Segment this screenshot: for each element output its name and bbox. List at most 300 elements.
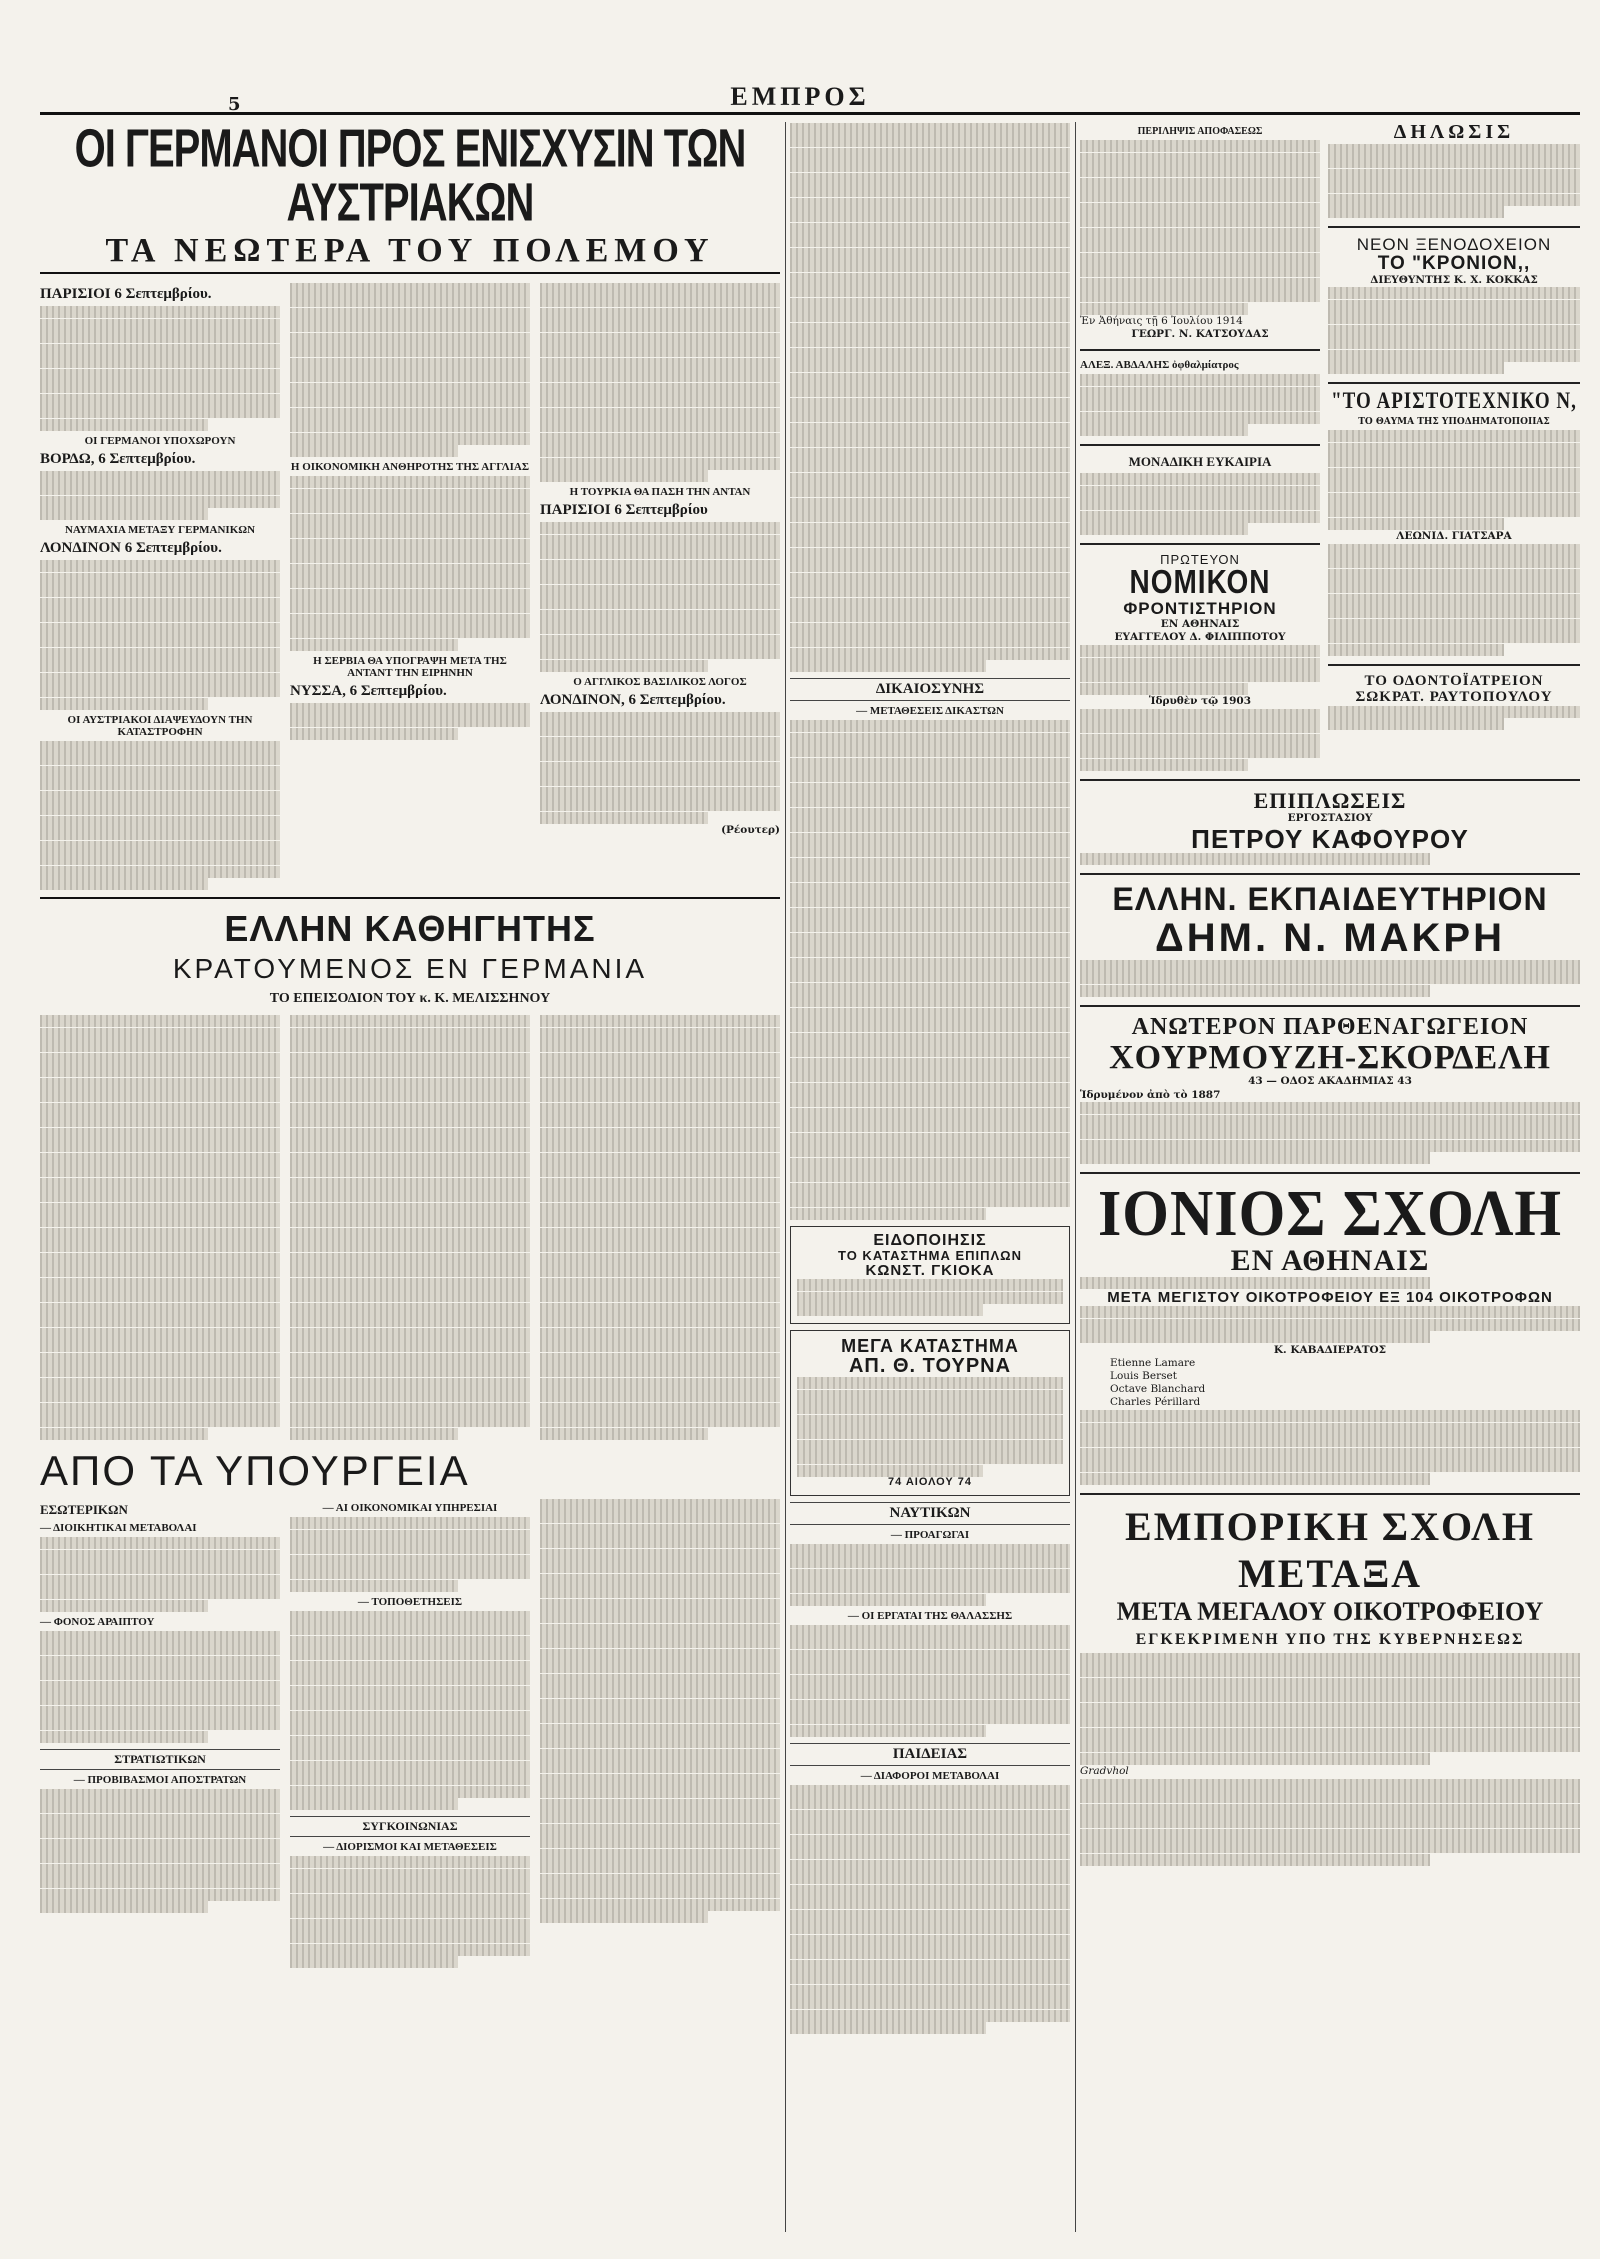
text-line <box>790 1195 1070 1207</box>
text-line <box>790 1947 1070 1959</box>
text-line <box>290 370 530 382</box>
ad-notice-label: ΕΙΔΟΠΟΙΗΣΙΣ <box>873 1231 987 1249</box>
text-line <box>40 1290 280 1302</box>
text-line <box>40 419 208 431</box>
text-line <box>1080 1460 1580 1472</box>
war-news-columns <box>40 282 780 891</box>
text-line <box>540 308 780 320</box>
text-line <box>40 508 208 520</box>
text-line <box>1080 498 1320 510</box>
headline-detained: ΚΡΑΤΟΥΜΕΝΟΣ ΕΝ ΓΕΡΜΑΝΙΑ <box>172 952 648 984</box>
text-line <box>290 1340 530 1352</box>
text-line <box>290 1623 530 1635</box>
text-line <box>540 1190 780 1202</box>
article-body <box>40 1789 280 1914</box>
dispatch-paris-2: ΠΑΡΙΣΙΟΙ 6 Σεπτεμβρίου <box>540 502 708 518</box>
text-line <box>1080 228 1320 240</box>
text-line <box>790 1058 1070 1070</box>
text-line <box>540 295 780 307</box>
article-body <box>790 1785 1070 2035</box>
text-line <box>40 1403 280 1415</box>
ad-store-title: ΤΟ ΚΑΤΑΣΤΗΜΑ ΕΠΙΠΛΩΝ <box>838 1248 1022 1264</box>
text-line <box>1328 468 1580 480</box>
text-line <box>790 1170 1070 1182</box>
text-line <box>40 1789 280 1801</box>
text-line <box>40 1265 280 1277</box>
text-line <box>290 1290 530 1302</box>
text-line <box>40 1315 280 1327</box>
text-line <box>40 1028 280 1040</box>
text-line <box>540 1115 780 1127</box>
subhead: — ΔΙΟΡΙΣΜΟΙ ΚΑΙ ΜΕΤΑΘΕΣΕΙΣ <box>323 1841 497 1853</box>
text-line <box>40 331 280 343</box>
text-line <box>40 585 280 597</box>
text-line <box>290 1028 530 1040</box>
shoemaker-sub: ΤΟ ΘΑΥΜΑ ΤΗΣ ΥΠΟΔΗΜΑΤΟΠΟΙΙΑΣ <box>1358 417 1550 428</box>
text-line <box>40 1668 280 1680</box>
text-line <box>540 749 780 761</box>
text-line <box>290 358 530 370</box>
subhead: ΟΙ ΑΥΣΤΡΙΑΚΟΙ ΔΙΑΨΕΥΔΟΥΝ ΤΗΝ ΚΑΤΑΣΤΡΟΦΗΝ <box>67 713 253 738</box>
top-ads-row <box>1080 122 1580 771</box>
text-line <box>1080 165 1320 177</box>
text-line <box>1080 759 1248 771</box>
text-line <box>1328 606 1580 618</box>
text-line <box>540 1711 780 1723</box>
text-line <box>790 223 1070 235</box>
text-line <box>40 1065 280 1077</box>
column-separator <box>1075 122 1076 2232</box>
article-body <box>540 712 780 824</box>
text-line <box>290 383 530 395</box>
text-line <box>40 1901 208 1913</box>
text-line <box>1328 325 1580 337</box>
text-line <box>1080 1791 1580 1803</box>
text-line <box>790 485 1070 497</box>
text-line <box>790 210 1070 222</box>
text-line <box>290 1178 530 1190</box>
dentist-name: ΣΩΚΡΑΤ. ΡΑΥΤΟΠΟΥΛΟΥ <box>1355 688 1553 705</box>
text-line <box>40 1228 280 1240</box>
text-line <box>290 1542 530 1554</box>
text-line <box>40 1015 280 1027</box>
text-line <box>540 799 780 811</box>
staff-name: Etienne Lamare <box>1110 1356 1196 1369</box>
text-line <box>797 1390 1063 1402</box>
headline-germans: ΟΙ ΓΕΡΜΑΝΟΙ ΠΡΟΣ ΕΝΙΣΧΥΣΙΝ ΤΩΝ ΑΥΣΤΡΙΑΚΩΝ <box>74 119 746 233</box>
text-line <box>540 320 780 332</box>
text-line <box>40 319 280 331</box>
text-line <box>540 1065 780 1077</box>
divider <box>1080 1493 1580 1495</box>
text-line <box>40 1090 280 1102</box>
ad-address: 74 ΑΙΟΛΟΥ 74 <box>887 1476 973 1489</box>
text-line <box>540 712 780 724</box>
text-line <box>790 845 1070 857</box>
text-line <box>40 1365 280 1377</box>
text-line <box>540 1415 780 1427</box>
page-number: 5 <box>228 94 241 115</box>
text-line <box>40 648 280 660</box>
text-line <box>540 1165 780 1177</box>
text-line <box>1328 594 1580 606</box>
text-line <box>540 1228 780 1240</box>
subhead: — ΔΙΑΦΟΡΟΙ ΜΕΤΑΒΟΛΑΙ <box>860 1769 1000 1782</box>
ad-body <box>1080 1779 1580 1866</box>
text-line <box>290 703 530 715</box>
text-line <box>1080 1331 1430 1343</box>
notice-column <box>1080 122 1320 771</box>
text-line <box>1080 1448 1580 1460</box>
text-line <box>540 597 780 609</box>
text-line <box>540 1786 780 1798</box>
text-line <box>790 1070 1070 1082</box>
text-line <box>1080 424 1248 436</box>
subhead: ΝΑΥΜΑΧΙΑ ΜΕΤΑΞΥ ΓΕΡΜΑΝΙΚΩΝ <box>64 524 256 536</box>
text-line <box>790 573 1070 585</box>
text-line <box>790 435 1070 447</box>
text-line <box>790 758 1070 770</box>
notice-body <box>1080 140 1320 315</box>
article-body <box>40 1631 280 1743</box>
text-line <box>790 870 1070 882</box>
text-line <box>40 1731 208 1743</box>
text-line <box>540 1378 780 1390</box>
article-body <box>540 1499 780 1924</box>
text-line <box>790 398 1070 410</box>
girls-school-address: 43 — ΟΔΟΣ ΑΚΑΔΗΜΙΑΣ 43 <box>1248 1075 1412 1088</box>
text-line <box>790 1650 1070 1662</box>
text-line <box>540 1724 780 1736</box>
text-line <box>540 1403 780 1415</box>
article-body <box>790 720 1070 1220</box>
text-line <box>1080 1410 1580 1422</box>
text-line <box>540 1524 780 1536</box>
ad-body <box>797 1377 1063 1477</box>
text-line <box>1080 1102 1580 1114</box>
shoemaker-title: "ΤΟ ΑΡΙΣΤΟΤΕΧΝΙΚΟ Ν, <box>1331 389 1577 415</box>
text-line <box>1080 1277 1430 1289</box>
subhead: — ΠΡΟΒΙΒΑΣΜΟΙ ΑΠΟΣΤΡΑΤΩΝ <box>73 1773 247 1786</box>
headline-professor: ΕΛΛΗΝ ΚΑΘΗΓΗΤΗΣ <box>224 907 596 949</box>
text-line <box>290 1530 530 1542</box>
text-line <box>40 1128 280 1140</box>
text-line <box>540 1140 780 1152</box>
text-line <box>790 1208 986 1220</box>
text-line <box>40 866 280 878</box>
subhead: — ΜΕΤΑΘΕΣΕΙΣ ΔΙΚΑΣΤΩΝ <box>856 705 1004 717</box>
text-line <box>540 1899 780 1911</box>
war-news-section <box>40 119 780 2232</box>
notice-title: ΠΕΡΙΛΗΨΙΣ ΑΠΟΦΑΣΕΩΣ <box>1137 126 1263 137</box>
text-line <box>1080 412 1320 424</box>
subhead: Ο ΑΓΓΛΙΚΟΣ ΒΑΣΙΛΙΚΟΣ ΛΟΓΟΣ <box>573 675 747 688</box>
text-line <box>1080 1753 1430 1765</box>
text-line <box>1328 300 1580 312</box>
war-col-3 <box>540 282 780 891</box>
headline-ministries: ΑΠΟ ΤΑ ΥΠΟΥΡΓΕΙΑ <box>40 1447 470 1494</box>
text-line <box>790 423 1070 435</box>
text-line <box>540 1624 780 1636</box>
text-line <box>790 1935 1070 1947</box>
text-line <box>290 333 530 345</box>
text-line <box>790 795 1070 807</box>
text-line <box>40 1190 280 1202</box>
text-line <box>540 470 708 482</box>
text-line <box>540 1674 780 1686</box>
text-line <box>1080 1841 1580 1853</box>
furniture-factory-name: ΠΕΤΡΟΥ ΚΑΦΟΥΡΟΥ <box>1191 823 1469 854</box>
text-line <box>1080 1127 1580 1139</box>
text-line <box>1080 721 1320 733</box>
ad-body <box>1328 706 1580 731</box>
text-line <box>290 1931 530 1943</box>
text-line <box>790 198 1070 210</box>
text-line <box>290 1723 530 1735</box>
text-line <box>790 185 1070 197</box>
divider <box>1080 444 1320 446</box>
text-line <box>790 310 1070 322</box>
text-line <box>290 501 530 513</box>
text-line <box>790 733 1070 745</box>
text-line <box>540 535 780 547</box>
metaxa-school-approved: ΕΓΚΕΚΡΙΜΕΝΗ ΥΠΟ ΤΗΣ ΚΥΒΕΡΝΗΣΕΩΣ <box>1135 1630 1525 1648</box>
text-line <box>540 1811 780 1823</box>
ad-body <box>1080 1102 1580 1164</box>
ionian-school-city: ΕΝ ΑΘΗΝΑΙΣ <box>1230 1244 1430 1278</box>
text-line <box>540 787 780 799</box>
text-line <box>790 1960 1070 1972</box>
divider <box>1328 226 1580 228</box>
text-line <box>540 345 780 357</box>
text-line <box>1080 523 1248 535</box>
text-line <box>790 1847 1070 1859</box>
furniture-factory-sub: ΕΡΓΟΣΤΑΣΙΟΥ <box>1287 812 1373 825</box>
text-line <box>790 298 1070 310</box>
text-line <box>790 548 1070 560</box>
text-line <box>797 1377 1063 1389</box>
girls-school-name: ΧΟΥΡΜΟΥΖΗ-ΣΚΟΡΔΕΛΗ <box>1109 1038 1551 1076</box>
columns <box>40 119 1580 2232</box>
text-line <box>40 766 280 778</box>
text-line <box>1080 734 1320 746</box>
article-body <box>290 1517 530 1592</box>
text-line <box>790 1033 1070 1045</box>
text-line <box>40 381 280 393</box>
text-line <box>40 1889 280 1901</box>
text-line <box>790 1885 1070 1897</box>
text-line <box>1080 1140 1580 1152</box>
war-col-2 <box>290 282 530 891</box>
text-line <box>290 1165 530 1177</box>
text-line <box>1080 683 1248 695</box>
ad-body <box>1328 144 1580 219</box>
text-line <box>790 535 1070 547</box>
text-line <box>290 1365 530 1377</box>
text-line <box>790 323 1070 335</box>
text-line <box>40 1215 280 1227</box>
article-body <box>540 1015 780 1441</box>
text-line <box>40 560 280 572</box>
text-line <box>1080 1728 1580 1740</box>
text-line <box>797 1427 1063 1439</box>
text-line <box>40 853 280 865</box>
text-line <box>40 1656 280 1668</box>
text-line <box>797 1402 1063 1414</box>
text-line <box>40 1178 280 1190</box>
text-line <box>790 995 1070 1007</box>
section-justice: ΔΙΚΑΙΟΣΥΝΗΣ <box>790 678 1070 701</box>
text-line <box>40 598 280 610</box>
text-line <box>40 1575 280 1587</box>
law-school-label: ΠΡΩΤΕΥΟΝ <box>1160 552 1240 568</box>
text-line <box>790 1158 1070 1170</box>
text-line <box>540 1265 780 1277</box>
divider <box>1080 349 1320 351</box>
text-line <box>1080 178 1320 190</box>
text-line <box>40 1278 280 1290</box>
text-line <box>40 1814 280 1826</box>
divider <box>1080 873 1580 875</box>
section-naval: ΝΑΥΤΙΚΩΝ <box>790 1502 1070 1525</box>
text-line <box>1080 985 1430 997</box>
text-line <box>290 1611 530 1623</box>
text-line <box>1328 644 1504 656</box>
text-line <box>797 1465 983 1477</box>
text-line <box>290 1428 458 1440</box>
text-line <box>290 1390 530 1402</box>
text-line <box>290 589 530 601</box>
text-line <box>790 1637 1070 1649</box>
text-line <box>40 1390 280 1402</box>
law-school-sub: ΦΡΟΝΤΙΣΤΗΡΙΟΝ <box>1123 599 1277 619</box>
text-line <box>540 610 780 622</box>
text-line <box>290 1686 530 1698</box>
text-line <box>790 335 1070 347</box>
text-line <box>1328 156 1580 168</box>
metaxa-school-title: ΕΜΠΟΡΙΚΗ ΣΧΟΛΗ ΜΕΤΑΞΑ <box>1125 1503 1535 1596</box>
text-line <box>790 260 1070 272</box>
text-line <box>290 433 530 445</box>
text-line <box>790 1095 1070 1107</box>
law-school-city: ΕΝ ΑΘΗΝΑΙΣ <box>1160 618 1240 631</box>
text-line <box>540 1028 780 1040</box>
text-line <box>540 1636 780 1648</box>
text-line <box>290 1956 458 1968</box>
subhead: — ΟΙ ΕΡΓΑΤΑΙ ΤΗΣ ΘΑΛΑΣΣΗΣ <box>847 1609 1013 1622</box>
text-line <box>790 1985 1070 1997</box>
text-line <box>290 1140 530 1152</box>
war-col-1 <box>40 282 280 891</box>
text-line <box>1328 706 1580 718</box>
text-line <box>40 778 280 790</box>
text-line <box>290 1215 530 1227</box>
text-line <box>790 1594 986 1606</box>
text-line <box>40 1353 280 1365</box>
article-body <box>40 306 280 431</box>
dispatch-london-2: ΛΟΝΔΙΝΟΝ, 6 Σεπτεμβρίου. <box>540 691 726 708</box>
text-line <box>540 1215 780 1227</box>
text-line <box>540 458 780 470</box>
text-line <box>1080 1703 1580 1715</box>
text-line <box>540 395 780 407</box>
ad-body <box>1080 645 1320 695</box>
text-line <box>1328 350 1580 362</box>
text-line <box>1080 473 1320 485</box>
text-line <box>290 283 530 295</box>
text-line <box>540 635 780 647</box>
text-line <box>40 1876 280 1888</box>
unique-opportunity: ΜΟΝΑΔΙΚΗ ΕΥΚΑΙΡΙΑ <box>1128 454 1272 470</box>
text-line <box>40 1718 280 1730</box>
text-line <box>290 1415 530 1427</box>
text-line <box>40 1165 280 1177</box>
divider <box>1080 779 1580 781</box>
text-line <box>540 358 780 370</box>
text-line <box>1080 1715 1580 1727</box>
notice-signature: ΓΕΩΡΓ. Ν. ΚΑΤΣΟΥΔΑΣ <box>1131 328 1269 341</box>
text-line <box>790 1108 1070 1120</box>
text-line <box>1080 140 1320 152</box>
text-line <box>1328 362 1504 374</box>
text-line <box>790 1569 1070 1581</box>
text-line <box>290 1015 530 1027</box>
text-line <box>540 622 780 634</box>
text-line <box>40 698 208 710</box>
text-line <box>540 1290 780 1302</box>
text-line <box>290 489 530 501</box>
text-line <box>540 383 780 395</box>
text-line <box>790 510 1070 522</box>
ministry-col-3 <box>540 1498 780 1969</box>
text-line <box>790 1675 1070 1687</box>
text-line <box>40 803 280 815</box>
text-line <box>1328 718 1504 730</box>
section-communications: ΣΥΓΚΟΙΝΩΝΙΑΣ <box>290 1816 530 1837</box>
text-line <box>290 1190 530 1202</box>
middle-column <box>790 122 1070 2232</box>
article-body <box>790 1544 1070 1606</box>
ad-body <box>1080 709 1320 771</box>
headline-war-news: ΤΑ ΝΕΩΤΕΡΑ ΤΟΥ ΠΟΛΕΜΟΥ <box>40 234 780 274</box>
text-line <box>1328 544 1580 556</box>
text-line <box>790 273 1070 285</box>
ad-body <box>797 1279 1063 1316</box>
hotel-title: ΝΕΟΝ ΞΕΝΟΔΟΧΕΙΟΝ <box>1356 235 1552 254</box>
staff-name: Charles Périllard <box>1110 1396 1201 1409</box>
text-line <box>1080 1829 1580 1841</box>
text-line <box>790 883 1070 895</box>
text-line <box>40 635 280 647</box>
text-line <box>790 933 1070 945</box>
text-line <box>790 1910 1070 1922</box>
text-line <box>790 1725 986 1737</box>
text-line <box>790 958 1070 970</box>
text-line <box>790 1625 1070 1637</box>
masthead: ΕΜΠΡΟΣ <box>730 82 870 111</box>
text-line <box>797 1452 1063 1464</box>
article-body <box>40 741 280 891</box>
text-line <box>40 1378 280 1390</box>
text-line <box>790 1897 1070 1909</box>
text-line <box>790 1860 1070 1872</box>
text-line <box>1080 1665 1580 1677</box>
ad-body <box>1328 287 1580 374</box>
dentist-title: ΤΟ ΟΔΟΝΤΟΪΑΤΡΕΙΟΝ <box>1364 672 1544 689</box>
text-line <box>540 433 780 445</box>
text-line <box>40 1550 280 1562</box>
text-line <box>790 945 1070 957</box>
